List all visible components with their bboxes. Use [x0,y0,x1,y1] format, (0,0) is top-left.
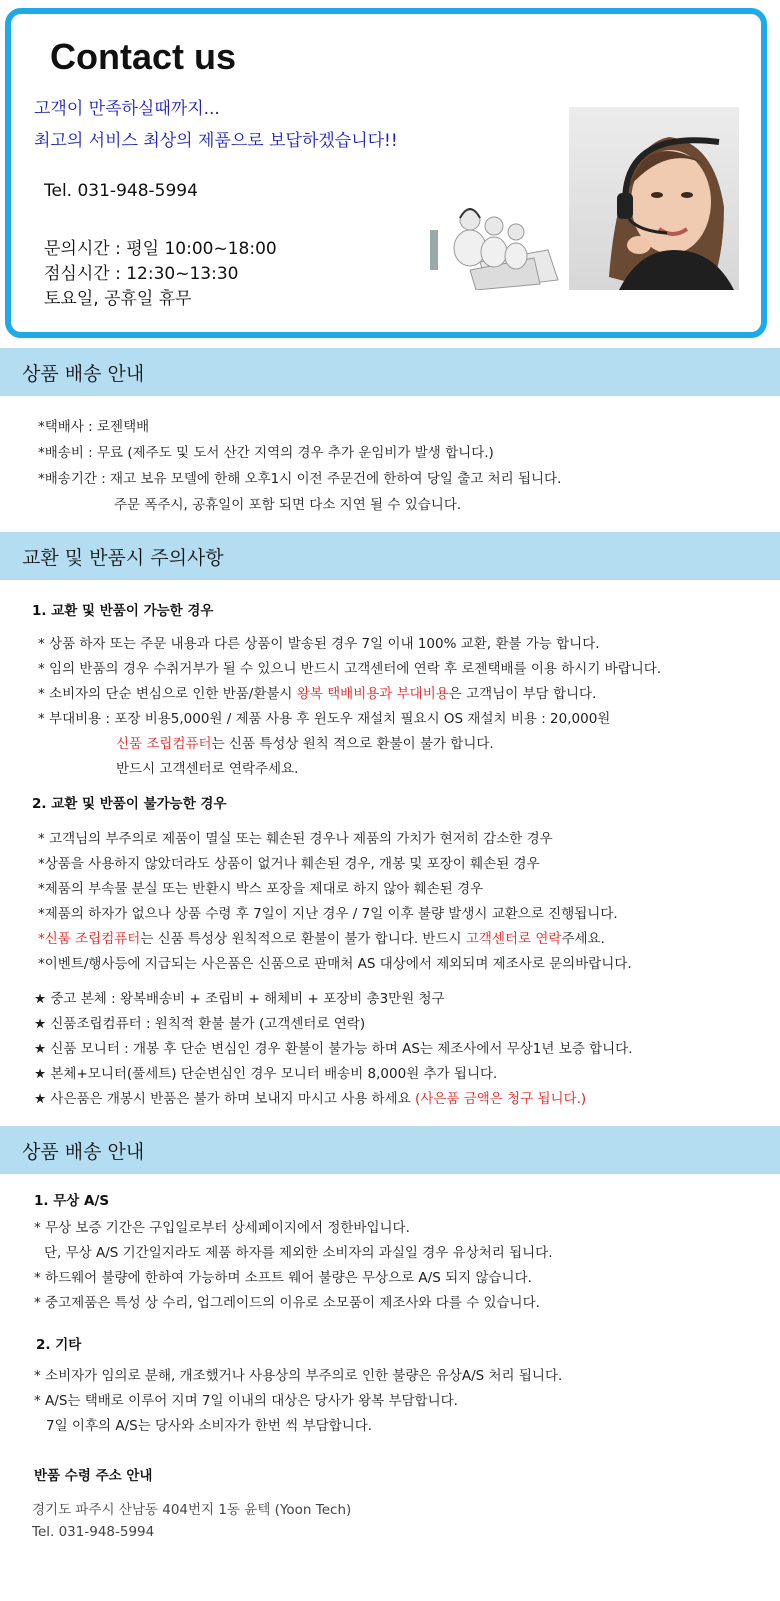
slogan-line-2: 최고의 서비스 최상의 제품으로 보답하겠습니다!! [34,131,398,151]
returns-possible-line-3: * 소비자의 단순 변심으로 인한 반품/환불시 왕복 택배비용과 부대비용은 고객님이 부담 합니다. [38,686,597,702]
as-title: 상품 배송 안내 [22,1141,145,1163]
as-etc-heading: 2. 기타 [36,1337,82,1353]
returns-possible-heading: 1. 교환 및 반품이 가능한 경우 [32,603,214,619]
as-banner [0,1126,780,1174]
contact-closed: 토요일, 공휴일 휴무 [44,289,192,309]
contact-title: Contact us [50,36,237,77]
as-etc-line-3: 7일 이후의 A/S는 당사와 소비자가 한번 씩 부담합니다. [46,1418,373,1434]
as-free-heading: 1. 무상 A/S [34,1193,110,1209]
slogan-line-1: 고객이 만족하실때까지... [34,99,220,119]
returns-highlight-contact: 고객센터로 연락 [465,931,562,947]
star-note-3: ★ 신품 모니터 : 개봉 후 단순 변심인 경우 환불이 불가능 하며 AS는 제조사에서 무상1년 보증 합니다. [34,1041,633,1057]
gift-charge-warning: (사은품 금액은 청구 됩니다.) [415,1091,587,1107]
returns-title: 교환 및 반품시 주의사항 [22,547,224,569]
as-free-line-2: 단, 무상 A/S 기간일지라도 제품 하자를 제외한 소비자의 과실일 경우 유상처리 됩니다. [44,1245,553,1261]
returns-highlight-cost: 왕복 택배비용과 부대비용 [296,686,449,702]
returns-possible-line-4: * 부대비용 : 포장 비용5,000원 / 제품 사용 후 윈도우 재설치 필요시 OS 재설치 비용 : 20,000원 [38,711,611,727]
star-note-2: ★ 신품조립컴퓨터 : 원칙적 환불 불가 (고객센터로 연락) [34,1016,366,1032]
returns-impossible-line-6: *이벤트/행사등에 지급되는 사은품은 신품으로 판매처 AS 대상에서 제외되며 제조사로 문의바랍니다. [38,956,632,972]
contact-lunch: 점심시간 : 12:30~13:30 [44,264,239,284]
returns-highlight-new-pc: 신품 조립컴퓨터 [116,736,212,752]
returns-impossible-line-3: *제품의 부속물 분실 또는 반환시 박스 포장을 제대로 하지 않아 훼손된 경우 [38,881,484,897]
star-note-4: ★ 본체+모니터(풀세트) 단순변심인 경우 모니터 배송비 8,000원 추가 됩니다. [34,1066,498,1082]
returns-impossible-line-5: *신품 조립컴퓨터는 신품 특성상 원칙적으로 환불이 불가 합니다. 반드시 고객센터로 연락주세요. [38,931,605,947]
returns-impossible-line-2: *상품을 사용하지 않았더라도 상품이 없거나 훼손된 경우, 개봉 및 포장이 훼손된 경우 [38,856,540,872]
contact-tel: Tel. 031-948-5994 [44,181,198,201]
returns-impossible-heading: 2. 교환 및 반품이 불가능한 경우 [32,796,227,812]
as-free-line-3: * 하드웨어 불량에 한하여 가능하며 소프트 웨어 불량은 무상으로 A/S 되지 않습니다. [34,1270,532,1286]
shipping-banner [0,348,780,396]
call-center-illustration [430,200,560,290]
returns-possible-line-6: 반드시 고객센터로 연락주세요. [116,761,299,777]
returns-possible-line-2: * 임의 반품의 경우 수취거부가 될 수 있으니 반드시 고객센터에 연락 후 로젠택배를 이용 하시기 바랍니다. [38,661,662,677]
as-etc-line-1: * 소비자가 임의로 분해, 개조했거나 사용상의 부주의로 인한 불량은 유상A/S 처리 됩니다. [34,1368,563,1384]
return-address-heading: 반품 수령 주소 안내 [34,1468,153,1484]
as-etc-line-2: * A/S는 택배로 이루어 지며 7일 이내의 대상은 당사가 왕복 부담합니다. [34,1393,458,1409]
returns-possible-line-1: * 상품 하자 또는 주문 내용과 다른 상품이 발송된 경우 7일 이내 100% 교환, 환불 가능 합니다. [38,636,600,652]
return-address: 경기도 파주시 산남동 404번지 1동 윤텍 (Yoon Tech) [32,1502,352,1518]
returns-highlight-new-pc-2: 신품 조립컴퓨터 [44,931,141,947]
returns-impossible-line-4: *제품의 하자가 없으나 상품 수령 후 7일이 지난 경우 / 7일 이후 불량 발생시 교환으로 진행됩니다. [38,906,618,922]
as-free-line-1: * 무상 보증 기간은 구입일로부터 상세페이지에서 정한바입니다. [34,1220,410,1236]
contact-hours: 문의시간 : 평일 10:00~18:00 [44,239,277,259]
returns-possible-line-5: 신품 조립컴퓨터는 신품 특성상 원칙 적으로 환불이 불가 합니다. [116,736,494,752]
operator-photo [569,107,739,290]
star-note-1: ★ 중고 본체 : 왕복배송비 + 조립비 + 해체비 + 포장비 총3만원 청구 [34,991,445,1007]
shipping-period: *배송기간 : 재고 보유 모델에 한해 오후1시 이전 주문건에 한하여 당일 출고 처리 됩니다. [38,471,562,487]
star-note-5: ★ 사은품은 개봉시 반품은 불가 하며 보내지 마시고 사용 하세요 (사은품 금액은 청구 됩니다.) [34,1091,587,1107]
shipping-courier: *택배사 : 로젠택배 [38,419,150,435]
return-tel: Tel. 031-948-5994 [32,1524,155,1540]
returns-impossible-line-1: * 고객님의 부주의로 제품이 멸실 또는 훼손된 경우나 제품의 가치가 현저히 감소한 경우 [38,831,553,847]
returns-banner [0,532,780,580]
as-free-line-4: * 중고제품은 특성 상 수리, 업그레이드의 이유로 소모품이 제조사와 다를 수 있습니다. [34,1295,540,1311]
shipping-delay-note: 주문 폭주시, 공휴일이 포함 되면 다소 지연 될 수 있습니다. [114,497,462,513]
shipping-title: 상품 배송 안내 [22,363,145,385]
shipping-fee: *배송비 : 무료 (제주도 및 도서 산간 지역의 경우 추가 운임비가 발생 합니다.) [38,445,494,461]
